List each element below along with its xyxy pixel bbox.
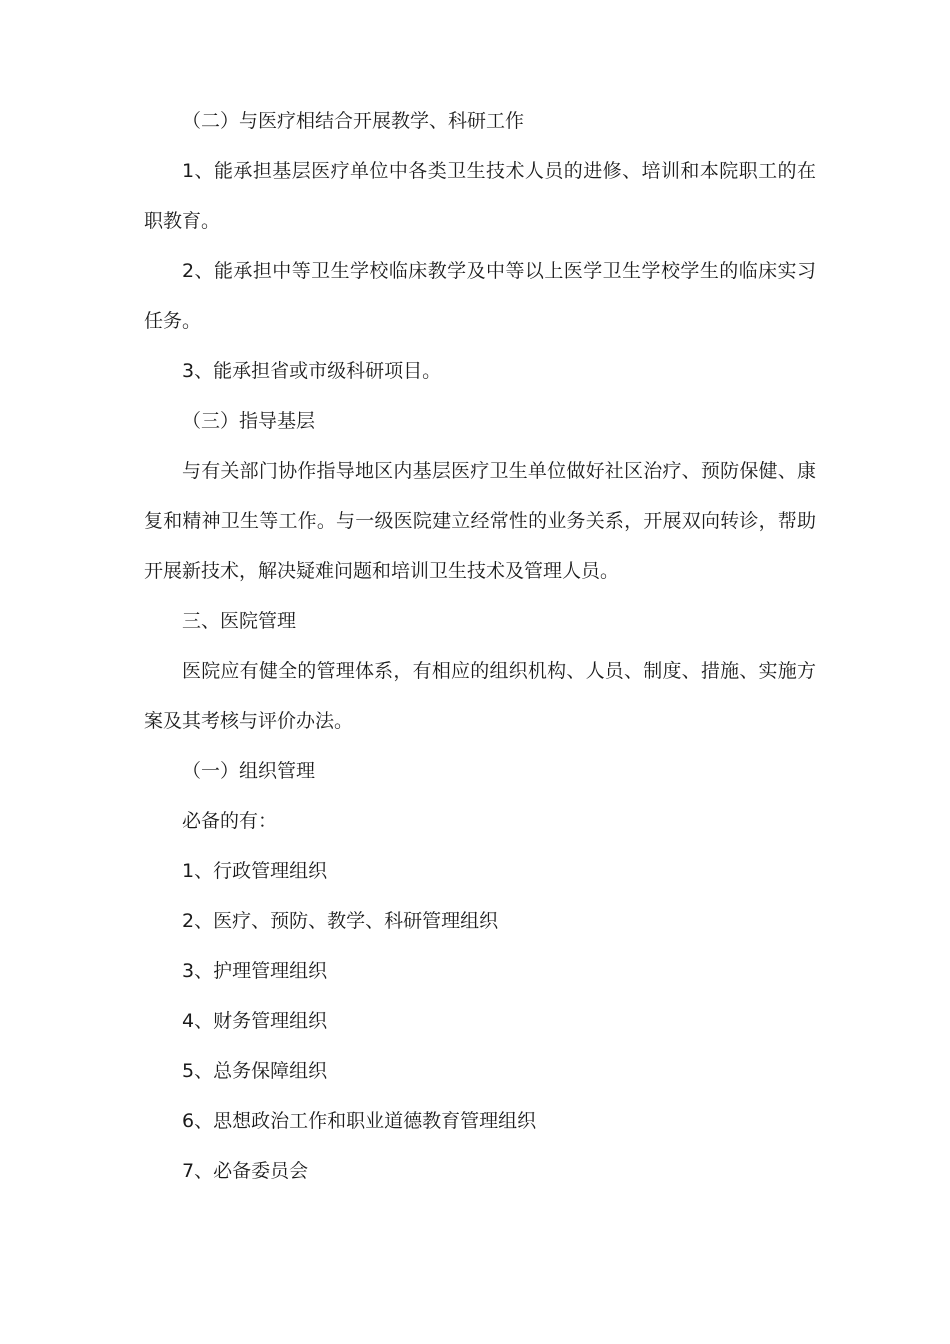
list-item-ethics: 6、思想政治工作和职业道德教育管理组织: [182, 1110, 537, 1132]
section-heading-teaching-research: （二）与医疗相结合开展教学、科研工作: [182, 110, 525, 132]
list-item-logistics: 5、总务保障组织: [182, 1060, 328, 1082]
paragraph-item-1: 1、能承担基层医疗单位中各类卫生技术人员的进修、培训和本院职工的在职教育。: [144, 160, 816, 232]
document-body: [144, 96, 816, 1196]
paragraph-item-3: 3、能承担省或市级科研项目。: [182, 360, 442, 382]
list-item-finance: 4、财务管理组织: [182, 1010, 328, 1032]
list-item-admin: 1、行政管理组织: [182, 860, 328, 882]
paragraph-management-system: 医院应有健全的管理体系，有相应的组织机构、人员、制度、措施、实施方案及其考核与评价办法。: [144, 660, 816, 732]
list-item-nursing: 3、护理管理组织: [182, 960, 328, 982]
list-item-medical: 2、医疗、预防、教学、科研管理组织: [182, 910, 499, 932]
section-heading-hospital-management: 三、医院管理: [182, 610, 297, 632]
section-heading-guide-grassroots: （三）指导基层: [182, 410, 316, 432]
list-item-committee: 7、必备委员会: [182, 1160, 309, 1182]
section-heading-organization: （一）组织管理: [182, 760, 316, 782]
paragraph-item-2: 2、能承担中等卫生学校临床教学及中等以上医学卫生学校学生的临床实习任务。: [144, 260, 816, 332]
paragraph-guide-grassroots: 与有关部门协作指导地区内基层医疗卫生单位做好社区治疗、预防保健、康复和精神卫生等工作。与一级医院建立经常性的业务关系，开展双向转诊，帮助开展新技术，解决疑难问题和培训卫生技术及管理人员。: [144, 460, 816, 582]
paragraph-required: 必备的有：: [182, 810, 278, 832]
